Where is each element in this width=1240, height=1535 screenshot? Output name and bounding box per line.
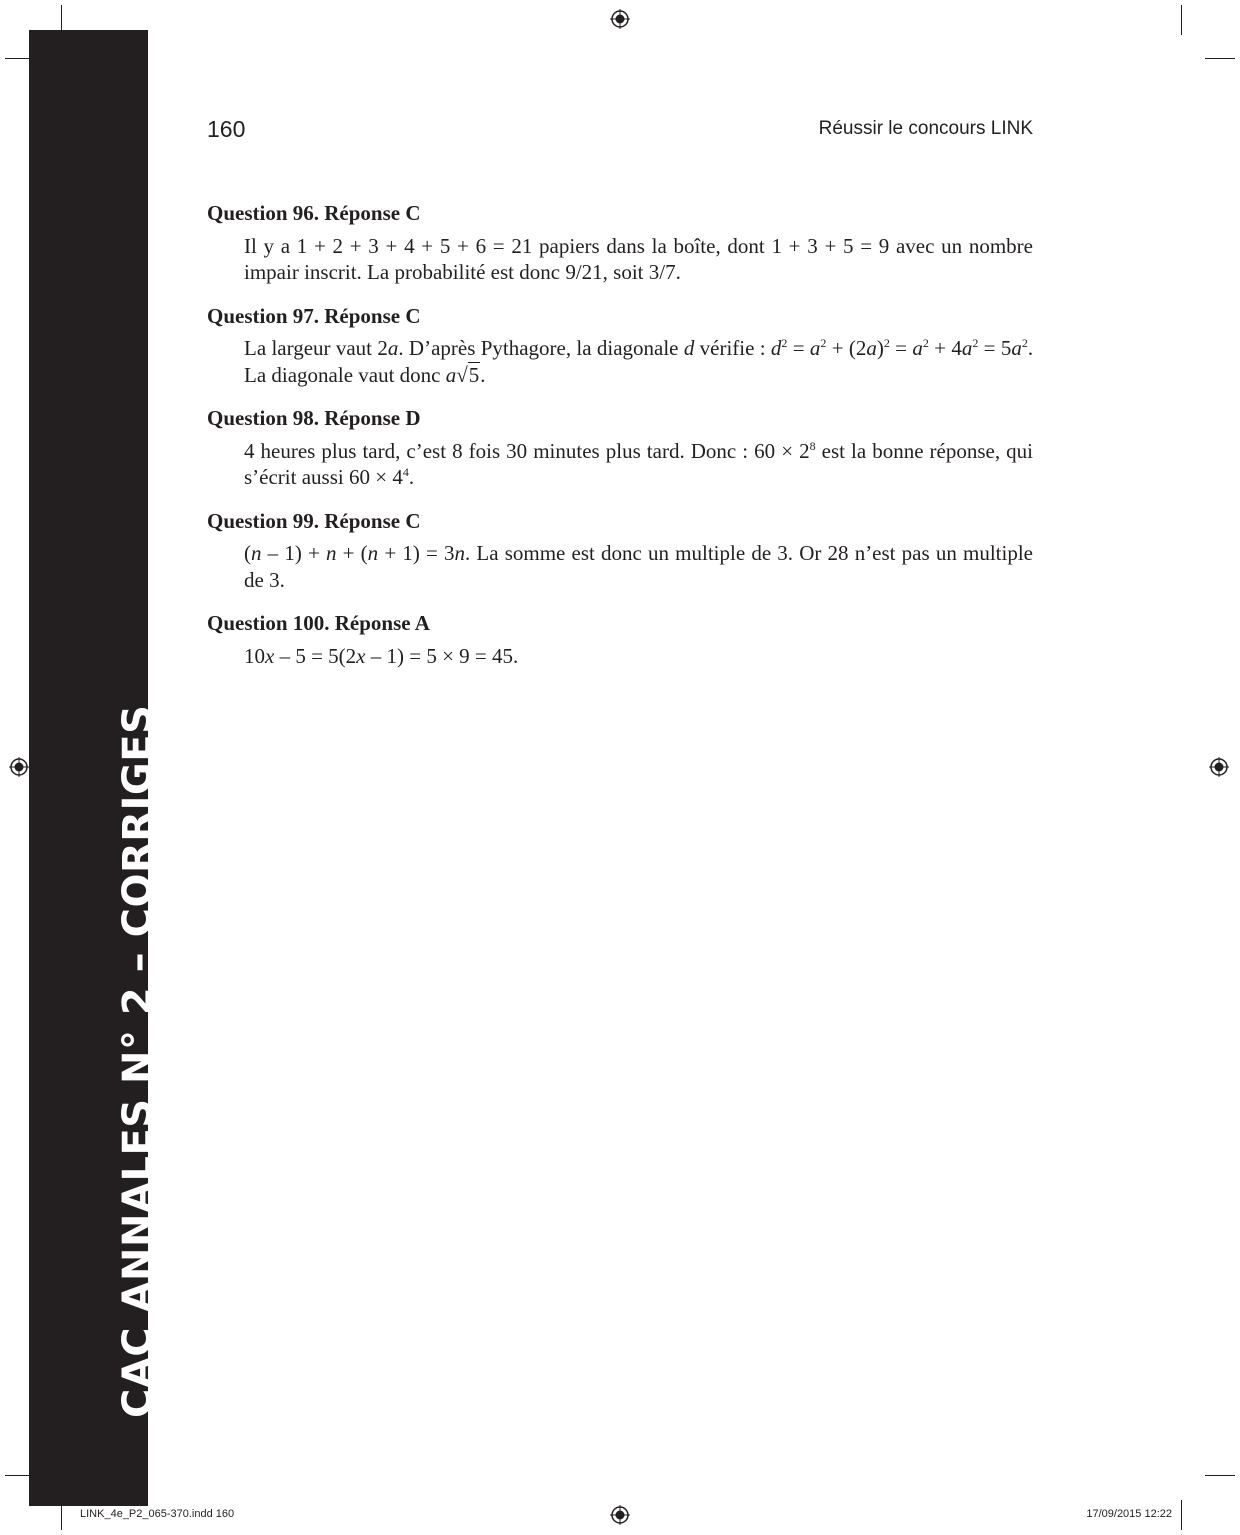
answer-explanation [207, 438, 1033, 491]
print-slug-timestamp: 17/09/2015 12:22 [1086, 1508, 1172, 1520]
crop-mark [1181, 5, 1182, 35]
explanation-text: Il y a 1 + 2 + 3 + 4 + 5 + 6 = 21 papiers dans la boîte, dont 1 + 3 + 5 = 9 avec un nombre impair inscrit. La probabilité est donc 9/21, soit 3/7. [244, 233, 1033, 284]
registration-mark-icon [610, 1505, 630, 1525]
answer-block [207, 303, 1033, 389]
answer-explanation [207, 540, 1033, 593]
running-title: Réussir le concours LINK [818, 118, 1033, 139]
chapter-sidebar-label: CAC ANNALES N° 2 – CORRIGES [115, 704, 161, 1418]
answer-block [207, 200, 1033, 286]
answer-heading: Question 98. Réponse D [207, 406, 421, 430]
crop-mark [1181, 1500, 1182, 1530]
answer-block [207, 610, 1033, 669]
answers-section [207, 200, 1033, 686]
crop-mark [1205, 1475, 1235, 1476]
page-number: 160 [207, 116, 246, 142]
answer-heading: Question 96. Réponse C [207, 201, 421, 225]
registration-mark-icon [1209, 757, 1229, 777]
explanation-text: (n – 1) + n + (n + 1) = 3n. La somme est donc un multiple de 3. Or 28 n’est pas un multiple de 3. [244, 541, 1033, 592]
answer-explanation [207, 335, 1033, 388]
answer-explanation [207, 643, 1033, 670]
explanation-text: 4 heures plus tard, c’est 8 fois 30 minutes plus tard. Donc : $60 \times 2^8$ est la bonne réponse, qui s’écrit aussi $60 \times 4^4$. [244, 438, 1033, 489]
square-root: √5 [456, 362, 480, 387]
registration-mark-icon [610, 9, 630, 29]
answer-heading: Question 99. Réponse C [207, 508, 421, 533]
answer-heading: Question 97. Réponse C [207, 303, 421, 328]
print-slug-file: LINK_4e_P2_065-370.indd 160 [80, 1508, 235, 1520]
crop-mark [1205, 58, 1235, 59]
explanation-text: 10x – 5 = 5(2x – 1) = 5 × 9 = 45. [244, 643, 519, 668]
answer-block [207, 508, 1033, 594]
registration-mark-icon [9, 757, 29, 777]
answer-heading: Question 100. Réponse A [207, 611, 430, 635]
answer-explanation [207, 233, 1033, 286]
explanation-text: La largeur vaut 2a. D’après Pythagore, la diagonale d vérifie : $d^2 = a^2 + (2a)^2 = a^2 + 4a^2 = 5a^2$. La diagonale vaut donc a√5. [244, 336, 1034, 387]
answer-block [207, 405, 1033, 491]
